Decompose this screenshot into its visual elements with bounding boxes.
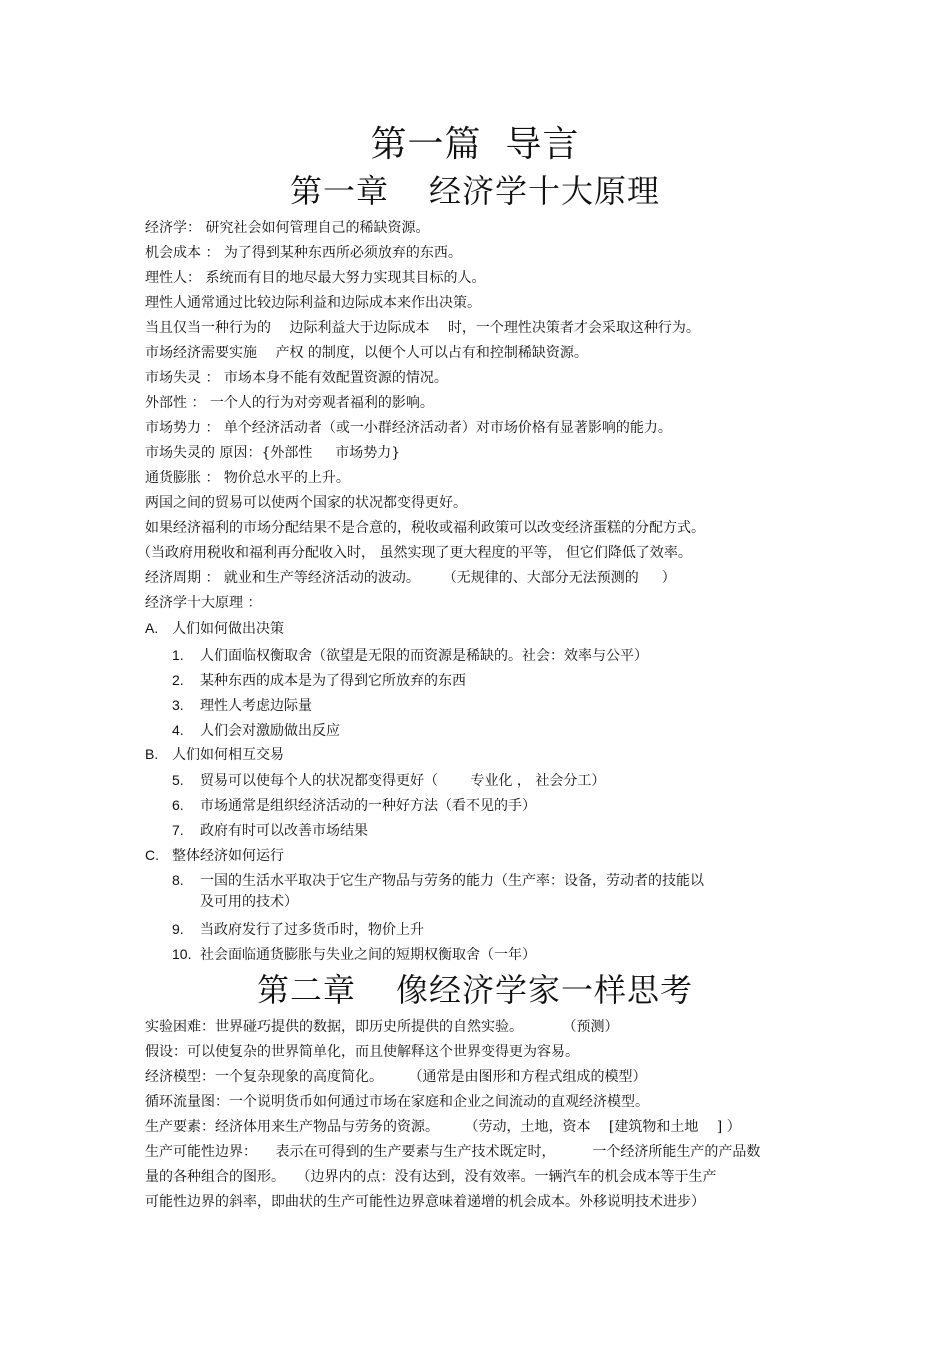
list-item-continuation: 及可用的技术）: [200, 894, 298, 910]
definition-market-power: 市场势力 ： 单个经济活动者（或一小群经济活动者）对市场价格有显著影响的能力。: [145, 420, 672, 436]
text-line: 实验困难：世界碰巧提供的数据，即历史所提供的自然实验。 （预测）: [145, 1019, 619, 1035]
text-line: 生产要素：经济体用来生产物品与劳务的资源。 （劳动，土地，资本 [建筑物和土地 ] ）: [145, 1119, 741, 1135]
principles-section-a: A. 人们如何做出决策: [145, 620, 284, 637]
list-item: 3. 理性人考虑边际量: [172, 697, 312, 714]
text-line: 假设：可以使复杂的世界简单化，而且使解释这个世界变得更为容易。: [145, 1044, 579, 1060]
definition-opportunity-cost: 机会成本 ： 为了得到某种东西所必须放弃的东西。: [145, 245, 462, 261]
chapter2-number: 第二章: [256, 971, 356, 1009]
part-title: [0, 122, 950, 168]
text-line: 生产可能性边界： 表示在可得到的生产要素与生产技术既定时， 一个经济所能生产的产品数: [145, 1144, 761, 1160]
text-line: 循环流量图：一个说明货币如何通过市场在家庭和企业之间流动的直观经济模型。: [145, 1094, 649, 1110]
definition-externality: 外部性 ： 一个人的行为对旁观者福利的影响。: [145, 395, 434, 411]
ten-principles-heading: 经济学十大原理 ：: [145, 595, 262, 611]
definition-inflation: 通货膨胀 ： 物价总水平的上升。: [145, 470, 350, 486]
text-line: 当且仅当一种行为的 边际利益大于边际成本 时，一个理性决策者才会采取这种行为。: [145, 320, 700, 336]
chapter1-name: 经济学十大原理: [429, 172, 661, 210]
principles-section-b: B. 人们如何相互交易: [145, 746, 284, 763]
list-item: 5. 贸易可以使每个人的状况都变得更好（ 专业化 ， 社会分工）: [172, 772, 606, 789]
list-item: 7. 政府有时可以改善市场结果: [172, 822, 368, 839]
text-line: （当政府用税收和福利再分配收入时， 虽然实现了更大程度的平等， 但它们降低了效率。: [137, 545, 692, 561]
list-item: 10. 社会面临通货膨胀与失业之间的短期权衡取舍（一年）: [172, 946, 536, 963]
list-item: 2. 某种东西的成本是为了得到它所放弃的东西: [172, 672, 466, 689]
list-item: 6. 市场通常是组织经济活动的一种好方法（看不见的手）: [172, 797, 536, 814]
part-title-name: 导言: [505, 124, 580, 165]
chapter2-name: 像经济学家一样思考: [396, 971, 694, 1009]
chapter2-title: [0, 970, 950, 1010]
text-line: 市场失灵的 原因：{外部性 市场势力}: [145, 445, 401, 461]
definition-market-failure: 市场失灵 ： 市场本身不能有效配置资源的情况。: [145, 370, 448, 386]
list-item: 4. 人们会对激励做出反应: [172, 722, 340, 739]
definition-economics: 经济学： 研究社会如何管理自己的稀缺资源。: [145, 220, 430, 236]
text-line: 两国之间的贸易可以使两个国家的状况都变得更好。: [145, 495, 467, 511]
definition-business-cycle: 经济周期 ： 就业和生产等经济活动的波动。 （无规律的、大部分无法预测的 ）: [145, 570, 676, 586]
text-line: 如果经济福利的市场分配结果不是合意的，税收或福利政策可以改变经济蛋糕的分配方式。: [145, 520, 705, 536]
text-line: 经济模型：一个复杂现象的高度简化。 （通常是由图形和方程式组成的模型）: [145, 1069, 647, 1085]
chapter1-number: 第一章: [289, 172, 389, 210]
principles-section-c: C. 整体经济如何运行: [145, 847, 284, 864]
text-line: 理性人通常通过比较边际利益和边际成本来作出决策。: [145, 295, 481, 311]
part-title-number: 第一篇: [370, 124, 482, 165]
text-line: 市场经济需要实施 产权 的制度，以便个人可以占有和控制稀缺资源。: [145, 345, 588, 361]
chapter1-title: [0, 171, 950, 211]
list-item: 9. 当政府发行了过多货币时，物价上升: [172, 921, 424, 938]
text-line: 量的各种组合的图形。 （边界内的点：没有达到，没有效率。一辆汽车的机会成本等于生产: [145, 1169, 717, 1185]
list-item: 8. 一国的生活水平取决于它生产物品与劳务的能力（生产率：设备，劳动者的技能以: [172, 872, 704, 889]
definition-rational-person: 理性人： 系统而有目的地尽最大努力实现其目标的人。: [145, 270, 486, 286]
list-item: 1. 人们面临权衡取舍（欲望是无限的而资源是稀缺的。社会：效率与公平）: [172, 647, 648, 664]
text-line: 可能性边界的斜率，即曲状的生产可能性边界意味着递增的机会成本。外移说明技术进步）: [145, 1194, 705, 1210]
